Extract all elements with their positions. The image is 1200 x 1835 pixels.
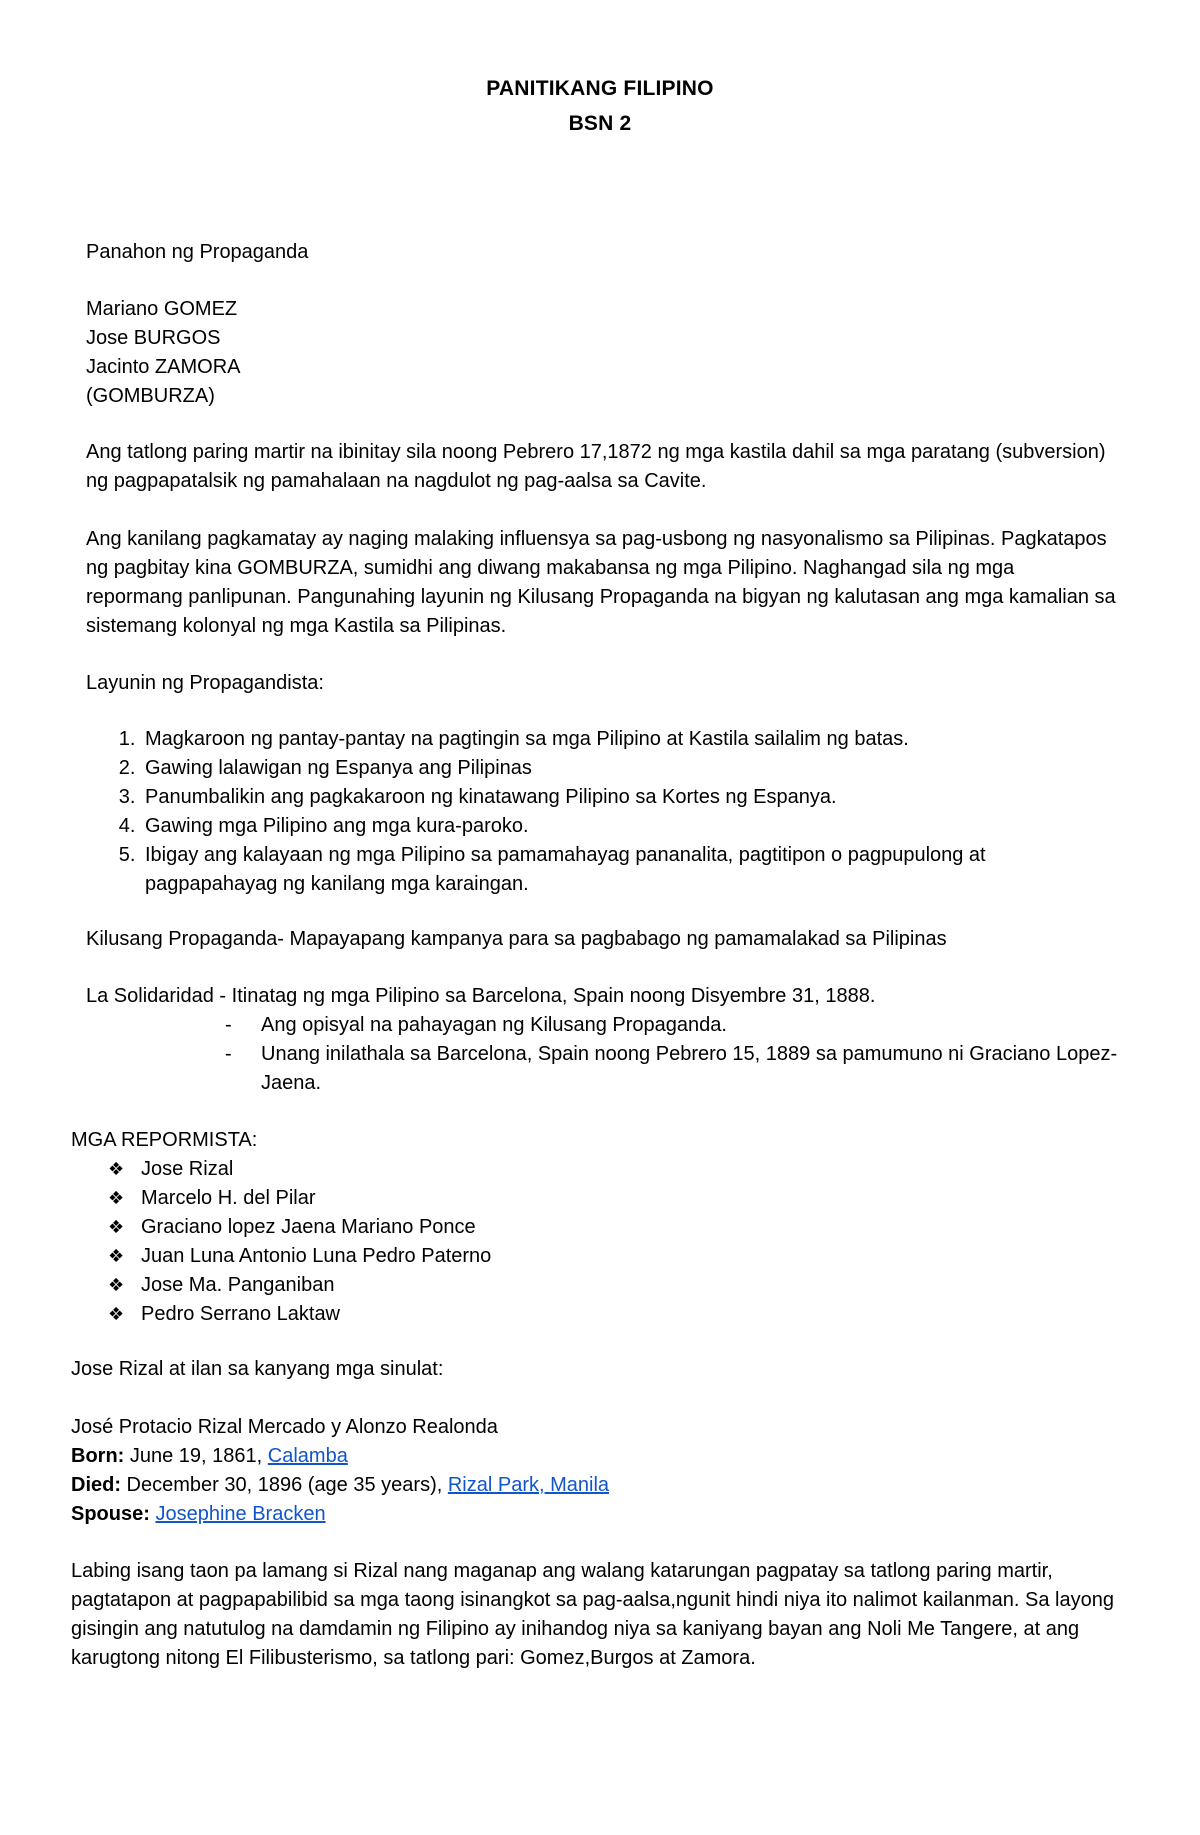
solidaridad-line: La Solidaridad - Itinatag ng mga Pilipino sa Barcelona, Spain noong Disyembre 31, 1888. [86,985,876,1007]
influence-paragraph: Ang kanilang pagkamatay ay naging malaking influensya sa pag-usbong ng nasyonalismo sa Pilipinas. Pagkatapos ng pagbitay kina GOMBURZA, sumidhi ang diwang makabansa ng mga Pilipino. Naghangad sila ng mga repormang panlipunan. Pangunahing layunin ng Kilusang Propaganda na bigyan ng kalutasan ang mga kamalian sa sistemang kolonyal ng mga Kastila sa Pilipinas. [86,528,1116,637]
diamond-bullet-icon: ❖ [108,1275,125,1295]
diamond-bullet-icon: ❖ [108,1159,125,1179]
diamond-bullet-icon: ❖ [108,1304,125,1324]
reformist-item: ❖ Jose Ma. Panganiban [108,1271,491,1300]
goal-item: 3. Panumbalikin ang pagkakaroon ng kinatawang Pilipino sa Kortes ng Espanya. [141,783,1121,812]
martyr-name: Mariano GOMEZ [86,298,238,320]
reformists-list [108,1155,491,1329]
rizal-spouse [71,1500,1121,1529]
calamba-link[interactable]: Calamba [267,1445,348,1467]
rizal-closing-paragraph: Labing isang taon pa lamang si Rizal nang maganap ang walang katarungan pagpatay sa tatlong paring martir, pagtatapon at pagpapabilibid sa mga taong isinangkot sa pag-aalsa,ngunit hindi niya ito nalimot kailanman. Sa layong gisingin ang natutulog na damdamin ng Filipino ay inihandog niya sa kaniyang bayan ang Noli Me Tangere, at ang karugtong nitong El Filibusterismo, sa tatlong pari: Gomez,Burgos at Zamora. [71,1560,1114,1669]
reformist-item: ❖ Juan Luna Antonio Luna Pedro Paterno [108,1242,491,1271]
document-subtitle: BSN 2 [568,112,632,135]
section-title: Panahon ng Propaganda [86,241,309,263]
solidaridad-note [225,1011,1125,1040]
reformists-heading: MGA REPORMISTA: [71,1129,258,1151]
rizal-heading: Jose Rizal at ilan sa kanyang mga sinulat: [71,1358,444,1380]
martyr-name: Jacinto ZAMORA [86,356,241,378]
dash-bullet: - [225,1014,232,1036]
died-value: December 30, 1896 (age 35 years), [121,1474,448,1496]
spouse-label: Spouse: [71,1503,150,1525]
reformist-item: ❖ Jose Rizal [108,1155,491,1184]
dash-bullet: - [225,1043,232,1065]
died-label: Died: [71,1474,121,1496]
martyrs-intro-paragraph: Ang tatlong paring martir na ibinitay sila noong Pebrero 17,1872 ng mga kastila dahil sa mga paratang (subversion) ng pagpapatalsik ng pamahalaan na nagdulot ng pag-aalsa sa Cavite. [86,441,1106,492]
diamond-bullet-icon: ❖ [108,1188,125,1208]
josephine-bracken-link[interactable]: Josephine Bracken [155,1503,326,1525]
kilusan-definition: Kilusang Propaganda- Mapayapang kampanya para sa pagbabago ng pamamalakad sa Pilipinas [86,928,947,950]
goal-item: 1. Magkaroon ng pantay-pantay na pagtingin sa mga Pilipino at Kastila sailalim ng batas. [141,725,1121,754]
reformist-item: ❖ Pedro Serrano Laktaw [108,1300,491,1329]
reformist-item: ❖ Marcelo H. del Pilar [108,1184,491,1213]
rizal-full-name: José Protacio Rizal Mercado y Alonzo Realonda [71,1416,498,1438]
rizal-born [71,1442,1121,1471]
goal-item: 5. Ibigay ang kalayaan ng mga Pilipino sa pamamahayag pananalita, pagtitipon o pagpupulong at pagpapahayag ng kanilang mga karaingan. [141,841,1121,899]
rizal-died [71,1471,1121,1500]
note-text: Ang opisyal na pahayagan ng Kilusang Propaganda. [261,1014,727,1036]
born-value: June 19, 1861, [124,1445,268,1467]
born-label: Born: [71,1445,125,1467]
goals-list [86,725,1121,899]
solidaridad-notes [225,1011,1125,1098]
rizal-park-link[interactable]: Rizal Park, Manila [447,1474,610,1496]
martyr-group-acronym: (GOMBURZA) [86,385,215,407]
goal-item: 2. Gawing lalawigan ng Espanya ang Pilipinas [141,754,1121,783]
reformist-item: ❖ Graciano lopez Jaena Mariano Ponce [108,1213,491,1242]
goal-item: 4. Gawing mga Pilipino ang mga kura-paroko. [141,812,1121,841]
martyr-name: Jose BURGOS [86,327,221,349]
goals-heading: Layunin ng Propagandista: [86,672,324,694]
solidaridad-note [225,1040,1125,1098]
note-text: Unang inilathala sa Barcelona, Spain noong Pebrero 15, 1889 sa pamumuno ni Graciano Lopez- Jaena. [261,1043,1118,1094]
diamond-bullet-icon: ❖ [108,1217,125,1237]
diamond-bullet-icon: ❖ [108,1246,125,1266]
document-title: PANITIKANG FILIPINO [486,77,714,100]
